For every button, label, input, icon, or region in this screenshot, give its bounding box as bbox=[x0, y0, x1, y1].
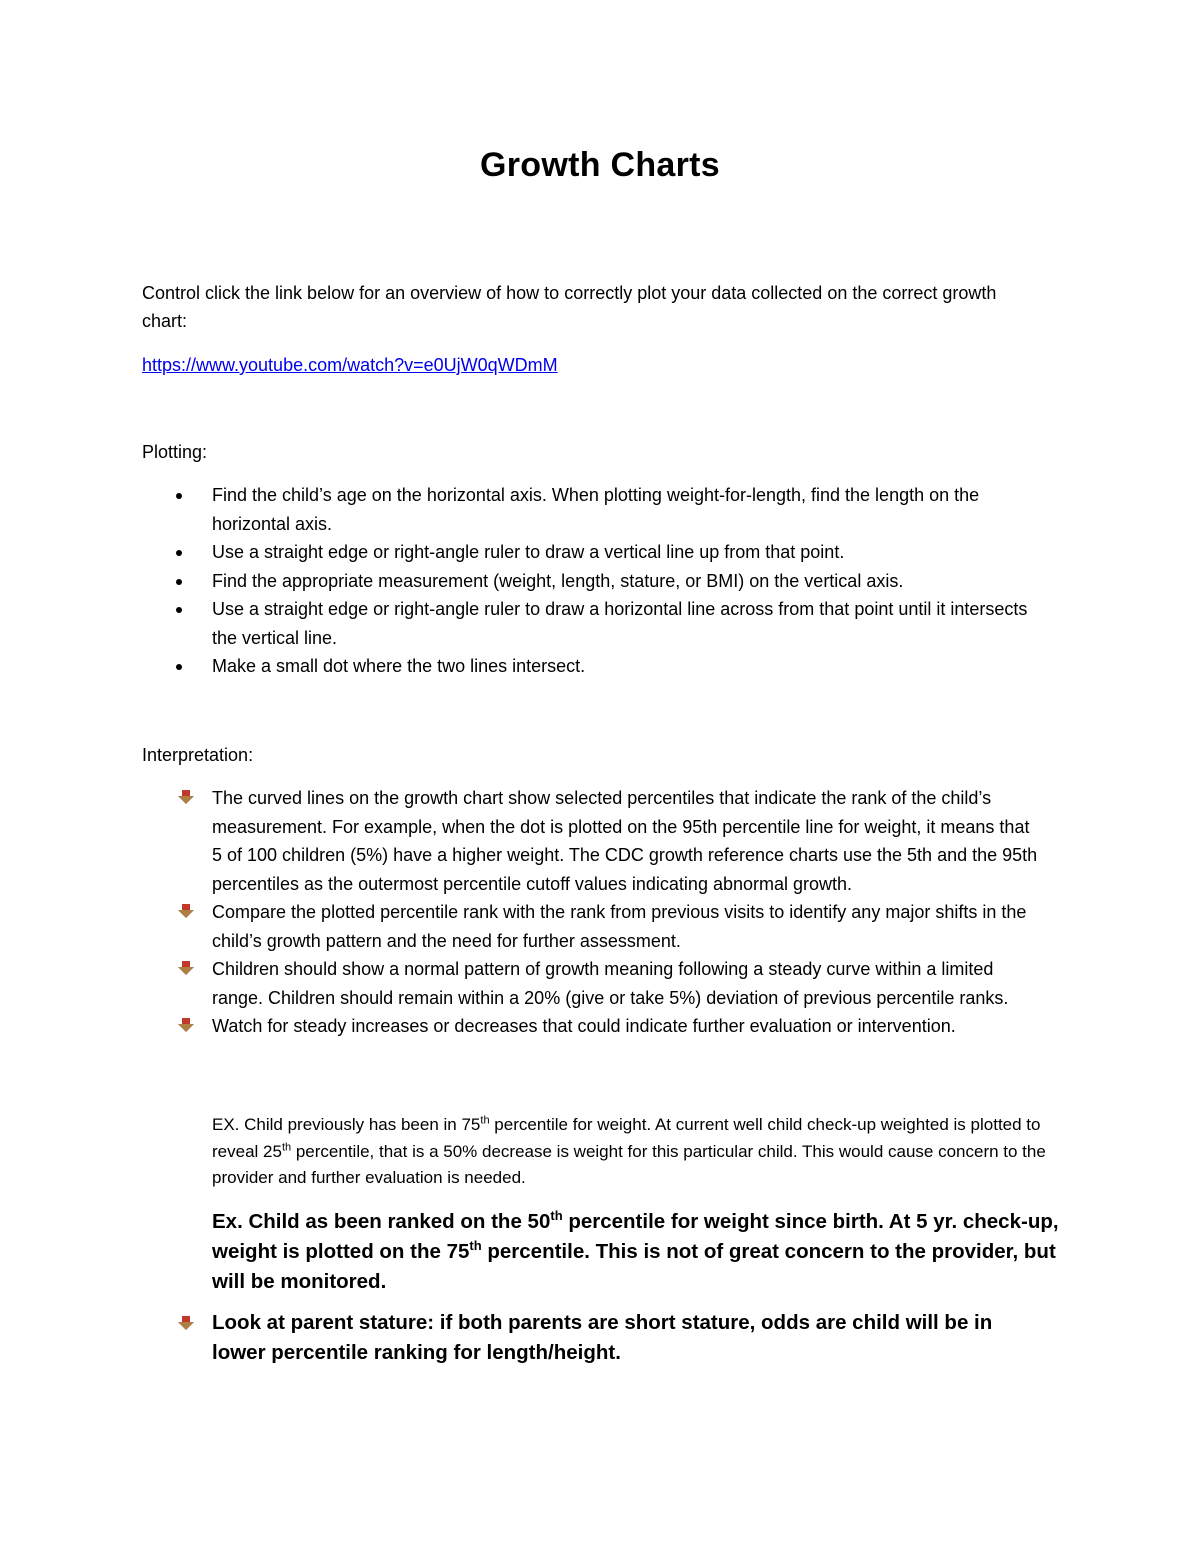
list-item: Make a small dot where the two lines intersect. bbox=[0, 652, 1042, 681]
youtube-link[interactable]: https://www.youtube.com/watch?v=e0UjW0qWDmM bbox=[142, 355, 558, 375]
bullet-dot-icon bbox=[176, 579, 182, 585]
final-list bbox=[0, 1308, 1200, 1368]
arrow-bullet-icon bbox=[178, 961, 194, 975]
plotting-heading: Plotting: bbox=[142, 442, 208, 462]
intro-text: Control click the link below for an overview of how to correctly plot your data collected on the correct growth chart: bbox=[142, 283, 997, 331]
plotting-list bbox=[0, 481, 1200, 681]
list-item: Children should show a normal pattern of growth meaning following a steady curve within a limited range. Children should remain within a 20% (give or take 5%) deviation of previous percentile ranks. bbox=[0, 955, 1042, 1012]
bullet-dot-icon bbox=[176, 493, 182, 499]
list-item: Compare the plotted percentile rank with the rank from previous visits to identify any major shifts in the child’s growth pattern and the need for further assessment. bbox=[0, 898, 1042, 955]
bullet-dot-icon bbox=[176, 664, 182, 670]
list-item: Watch for steady increases or decreases that could indicate further evaluation or intervention. bbox=[0, 1012, 1042, 1041]
arrow-bullet-icon bbox=[178, 1018, 194, 1032]
list-item: Use a straight edge or right-angle ruler to draw a horizontal line across from that point until it intersects the vertical line. bbox=[0, 595, 1042, 652]
bullet-dot-icon bbox=[176, 607, 182, 613]
bullet-dot-icon bbox=[176, 550, 182, 556]
arrow-bullet-icon bbox=[178, 790, 194, 804]
list-item: Look at parent stature: if both parents are short stature, odds are child will be in lower percentile ranking for length/height. bbox=[0, 1308, 1042, 1368]
page-title: Growth Charts bbox=[479, 146, 721, 184]
example-text-1: EX. Child previously has been in 75th percentile for weight. At current well child check-up weighted is plotted to reveal 25th percentile, that is a 50% decrease is weight for this particular child. This would cause concern to the provider and further evaluation is needed. bbox=[212, 1114, 1046, 1187]
interpretation-list bbox=[0, 784, 1200, 1041]
arrow-bullet-icon bbox=[178, 1316, 194, 1330]
example-text-2: Ex. Child as been ranked on the 50th percentile for weight since birth. At 5 yr. check-up, weight is plotted on the 75th percentile. This is not of great concern to the provider, but will be monitored. bbox=[212, 1208, 1059, 1293]
interpretation-heading: Interpretation: bbox=[142, 745, 254, 765]
list-item: The curved lines on the growth chart show selected percentiles that indicate the rank of the child’s measurement. For example, when the dot is plotted on the 95th percentile line for weight, it means that 5 of 100 children (5%) have a higher weight. The CDC growth reference charts use the 5th and the 95th percentiles as the outermost percentile cutoff values indicating abnormal growth. bbox=[0, 784, 1042, 898]
list-item: Use a straight edge or right-angle ruler to draw a vertical line up from that point. bbox=[0, 538, 1042, 567]
arrow-bullet-icon bbox=[178, 904, 194, 918]
list-item: Find the appropriate measurement (weight, length, stature, or BMI) on the vertical axis. bbox=[0, 567, 1042, 596]
list-item: Find the child’s age on the horizontal axis. When plotting weight-for-length, find the length on the horizontal axis. bbox=[0, 481, 1042, 538]
